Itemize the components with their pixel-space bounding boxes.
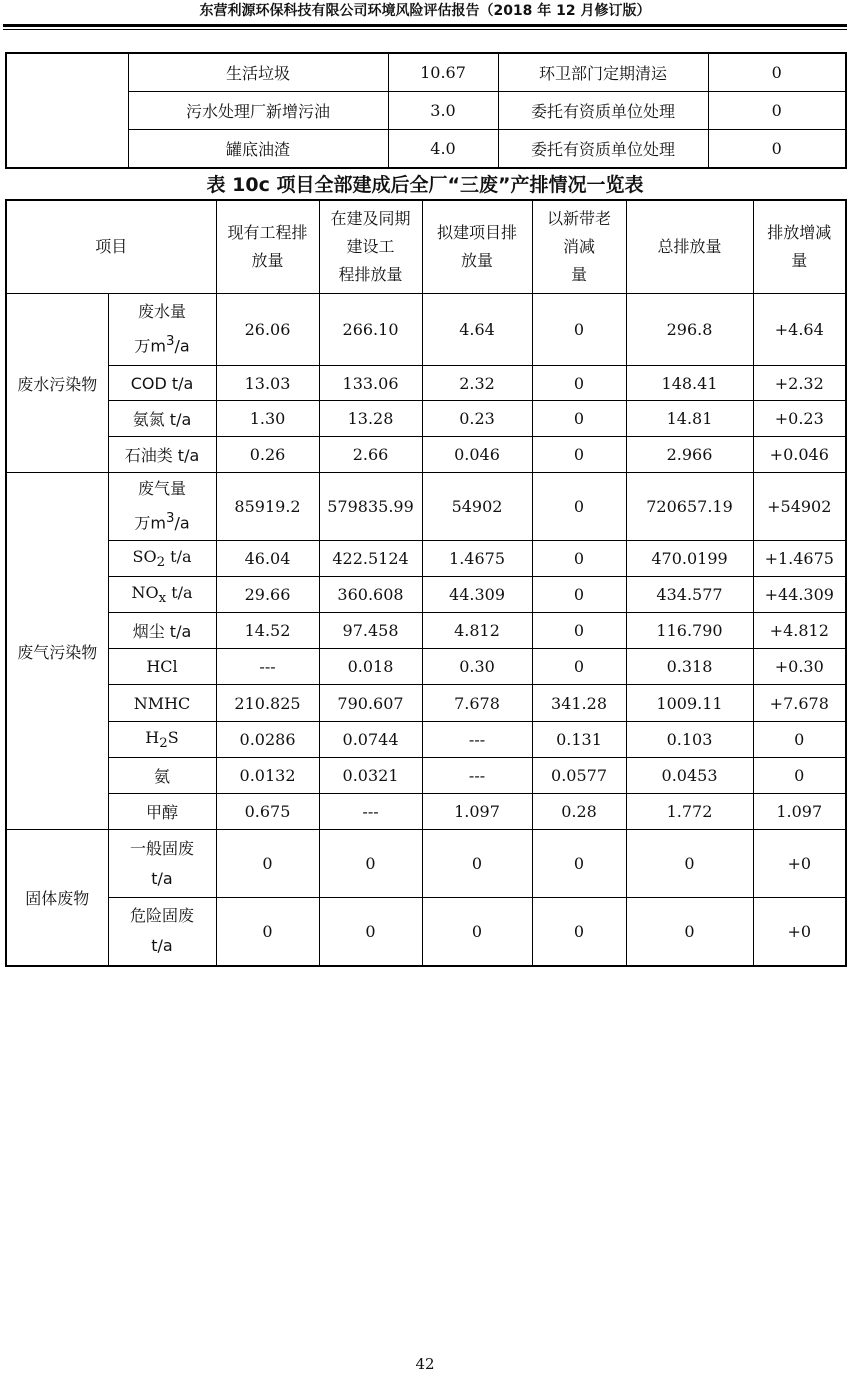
header-existing-line2: 放量 [251,251,284,270]
cell-total: 14.81 [626,401,753,437]
cell-building: 133.06 [319,366,422,401]
group-water: 废水污染物 [6,294,108,473]
cell-offset: 0 [532,473,626,541]
cell-total: 0.318 [626,649,753,685]
row-label: 石油类 t/a [108,437,216,473]
cell-building: 0 [319,830,422,898]
table-row [6,685,846,722]
cell-total: 0 [626,898,753,966]
cell-total: 0.0453 [626,758,753,794]
cell-total: 1009.11 [626,685,753,722]
row-label [108,294,216,366]
label-superscript: 3 [165,334,175,350]
cell-change: +0 [753,830,846,898]
cell-existing: 0 [216,830,319,898]
cell-building: 422.5124 [319,541,422,577]
cell-offset: 0 [532,613,626,649]
label-line2: t/a [151,868,173,888]
cell-proposed: --- [422,722,532,758]
cell-existing: 210.825 [216,685,319,722]
label-line1: 废水量 [138,302,187,322]
cell-change: +54902 [753,473,846,541]
cell-existing: --- [216,649,319,685]
cell-existing: 0.675 [216,794,319,830]
disposal-method: 委托有资质单位处理 [498,130,708,169]
merged-category-cell [6,53,128,168]
label-subscript: 2 [159,736,168,752]
cell-total: 148.41 [626,366,753,401]
row-label [108,541,216,577]
row-label [108,473,216,541]
waste-amount: 4.0 [388,130,498,169]
label-main: SO [132,546,157,566]
cell-offset: 0 [532,541,626,577]
disposal-method: 委托有资质单位处理 [498,92,708,130]
label-subscript: x [158,591,167,607]
cell-change: +2.32 [753,366,846,401]
header-total: 总排放量 [626,200,753,294]
waste-amount: 3.0 [388,92,498,130]
table-row [6,649,846,685]
cell-building: 2.66 [319,437,422,473]
cell-proposed: 1.097 [422,794,532,830]
cell-building: 0.0744 [319,722,422,758]
cell-offset: 0 [532,366,626,401]
header-existing [216,200,319,294]
label-tail: /a [174,513,190,533]
cell-proposed: --- [422,758,532,794]
table-row [6,794,846,830]
cell-total: 2.966 [626,437,753,473]
cell-building: 266.10 [319,294,422,366]
discharge-amount: 0 [708,92,846,130]
row-label: HCl [108,649,216,685]
cell-proposed: 54902 [422,473,532,541]
table-row [6,437,846,473]
header-building-line1: 在建及同期 [330,209,411,228]
cell-offset: 0 [532,577,626,613]
cell-offset: 0 [532,437,626,473]
cell-existing: 0 [216,898,319,966]
cell-change: +0.23 [753,401,846,437]
label-line1: 一般固废 [130,838,195,858]
table-row [6,898,846,966]
cell-offset: 0.131 [532,722,626,758]
report-header: 东营利源环保科技有限公司环境风险评估报告（2018 年 12 月修订版） [199,3,651,19]
label-tail: t/a [165,546,192,566]
row-label: NMHC [108,685,216,722]
header-proposed-line2: 放量 [461,251,494,270]
row-label: 氨氮 t/a [108,401,216,437]
cell-offset: 0 [532,830,626,898]
cell-building: --- [319,794,422,830]
cell-total: 434.577 [626,577,753,613]
row-label [108,722,216,758]
label-line1: 废气量 [138,479,187,499]
header-item: 项目 [6,200,216,294]
cell-existing: 0.26 [216,437,319,473]
label-tail: /a [174,336,190,356]
cell-building: 97.458 [319,613,422,649]
cell-existing: 0.0286 [216,722,319,758]
header-change [753,200,846,294]
cell-existing: 46.04 [216,541,319,577]
cell-building: 790.607 [319,685,422,722]
label-superscript: 3 [165,511,175,527]
cell-existing: 85919.2 [216,473,319,541]
cell-proposed: 0 [422,898,532,966]
header-building-line3: 程排放量 [338,265,403,284]
table-caption: 表 10c 项目全部建成后全厂“三废”产排情况一览表 [206,174,644,196]
cell-change: +0.046 [753,437,846,473]
cell-proposed: 44.309 [422,577,532,613]
header-proposed-line1: 拟建项目排 [437,223,518,242]
waste-name: 污水处理厂新增污油 [128,92,388,130]
header-existing-line1: 现有工程排 [227,223,308,242]
cell-change: +4.64 [753,294,846,366]
cell-change: 1.097 [753,794,846,830]
row-label [108,898,216,966]
header-offset-line3: 量 [571,265,588,284]
label-main: NO [131,582,159,602]
cell-change: +44.309 [753,577,846,613]
table-row [6,541,846,577]
label-subscript: 2 [156,555,166,571]
cell-total: 0.103 [626,722,753,758]
cell-offset: 0 [532,401,626,437]
label-tail: t/a [166,582,193,602]
label-main: H [145,727,160,747]
label-line1: 危险固废 [130,906,195,926]
disposal-method: 环卫部门定期清运 [498,53,708,92]
header-offset-line2: 消减 [563,237,596,256]
header-building-line2: 建设工 [346,237,395,256]
cell-total: 116.790 [626,613,753,649]
group-solid: 固体废物 [6,830,108,966]
table-row [6,722,846,758]
cell-existing: 26.06 [216,294,319,366]
table-row [6,130,846,169]
table-row [6,758,846,794]
three-wastes-summary-table [5,199,847,967]
cell-proposed: 0.23 [422,401,532,437]
row-label: COD t/a [108,366,216,401]
row-label: 氨 [108,758,216,794]
group-gas: 废气污染物 [6,473,108,830]
header-under-construction [319,200,422,294]
page-number: 42 [415,1355,435,1373]
waste-name: 罐底油渣 [128,130,388,169]
cell-offset: 0.0577 [532,758,626,794]
cell-proposed: 2.32 [422,366,532,401]
cell-total: 0 [626,830,753,898]
cell-change: +4.812 [753,613,846,649]
header-offset-line1: 以新带老 [547,209,612,228]
cell-proposed: 0 [422,830,532,898]
table-row [6,613,846,649]
cell-total: 296.8 [626,294,753,366]
cell-change: +1.4675 [753,541,846,577]
cell-existing: 1.30 [216,401,319,437]
cell-existing: 29.66 [216,577,319,613]
table-row [6,401,846,437]
cell-change: 0 [753,758,846,794]
table-row [6,577,846,613]
cell-proposed: 4.812 [422,613,532,649]
header-rule-thick [3,24,847,27]
discharge-amount: 0 [708,53,846,92]
cell-total: 470.0199 [626,541,753,577]
cell-proposed: 1.4675 [422,541,532,577]
cell-proposed: 4.64 [422,294,532,366]
table-row [6,830,846,898]
cell-change: +7.678 [753,685,846,722]
table-row [6,366,846,401]
label-line2: 万m [134,513,166,533]
header-change-line1: 排放增减 [767,223,832,242]
header-rule-thin [3,29,847,30]
table-row [6,53,846,92]
table-row [6,473,846,541]
discharge-amount: 0 [708,130,846,169]
cell-change: 0 [753,722,846,758]
cell-proposed: 7.678 [422,685,532,722]
waste-amount: 10.67 [388,53,498,92]
cell-offset: 0 [532,898,626,966]
cell-total: 720657.19 [626,473,753,541]
cell-building: 360.608 [319,577,422,613]
cell-building: 579835.99 [319,473,422,541]
cell-building: 0 [319,898,422,966]
label-tail: S [167,727,179,747]
cell-offset: 341.28 [532,685,626,722]
cell-offset: 0.28 [532,794,626,830]
table-row [6,294,846,366]
cell-proposed: 0.30 [422,649,532,685]
row-label: 烟尘 t/a [108,613,216,649]
label-line2: 万m [134,336,166,356]
row-label [108,830,216,898]
cell-existing: 0.0132 [216,758,319,794]
label-line2: t/a [151,936,173,956]
row-label [108,577,216,613]
cell-building: 0.0321 [319,758,422,794]
row-label: 甲醇 [108,794,216,830]
header-offset [532,200,626,294]
waste-name: 生活垃圾 [128,53,388,92]
table-header-row [6,200,846,294]
header-proposed [422,200,532,294]
cell-building: 13.28 [319,401,422,437]
cell-change: +0.30 [753,649,846,685]
header-change-line2: 量 [791,251,808,270]
cell-building: 0.018 [319,649,422,685]
cell-total: 1.772 [626,794,753,830]
table-row [6,92,846,130]
cell-change: +0 [753,898,846,966]
cell-existing: 14.52 [216,613,319,649]
cell-offset: 0 [532,294,626,366]
cell-proposed: 0.046 [422,437,532,473]
solid-waste-continuation-table [5,52,847,169]
cell-existing: 13.03 [216,366,319,401]
cell-offset: 0 [532,649,626,685]
